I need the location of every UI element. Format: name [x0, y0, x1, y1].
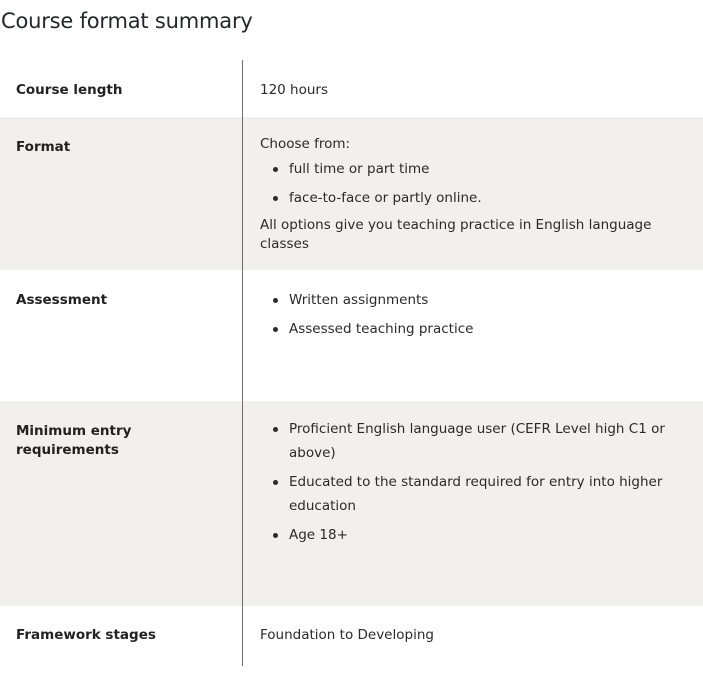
page-title: Course format summary: [1, 9, 253, 33]
table-row-format: [0, 117, 703, 270]
row-value: [260, 135, 698, 254]
column-divider: [242, 60, 243, 666]
row-value: [260, 81, 698, 100]
list-item: Proficient English language user (CEFR Level high C1 or above): [260, 417, 698, 465]
course-summary-table: [0, 60, 703, 666]
list-item: Educated to the standard required for entry into higher education: [260, 470, 698, 518]
row-label: Minimum entry requirements: [16, 423, 132, 458]
list-item: Assessed teaching practice: [260, 317, 698, 341]
assessment-list: [260, 288, 698, 341]
row-label: Framework stages: [16, 627, 156, 643]
table-row-entry-requirements: [0, 401, 703, 606]
entry-requirements-list: [260, 417, 698, 547]
list-item: Age 18+: [260, 523, 698, 547]
table-row-course-length: [0, 60, 703, 117]
row-value: [260, 288, 698, 346]
table-row-assessment: [0, 270, 703, 401]
format-intro: Choose from:: [260, 136, 351, 152]
row-label: Format: [16, 139, 71, 155]
row-value: [260, 626, 698, 645]
format-list: [260, 157, 698, 210]
list-item: Written assignments: [260, 288, 698, 312]
list-item: full time or part time: [260, 157, 698, 181]
row-label: Assessment: [16, 292, 108, 308]
row-value: [260, 417, 698, 552]
table-row-framework-stages: [0, 606, 703, 666]
course-length-value: 120 hours: [260, 82, 329, 98]
framework-stages-value: Foundation to Developing: [260, 627, 434, 643]
format-note: All options give you teaching practice in English language classes: [260, 217, 652, 252]
row-label: Course length: [16, 82, 123, 98]
list-item: face-to-face or partly online.: [260, 186, 698, 210]
